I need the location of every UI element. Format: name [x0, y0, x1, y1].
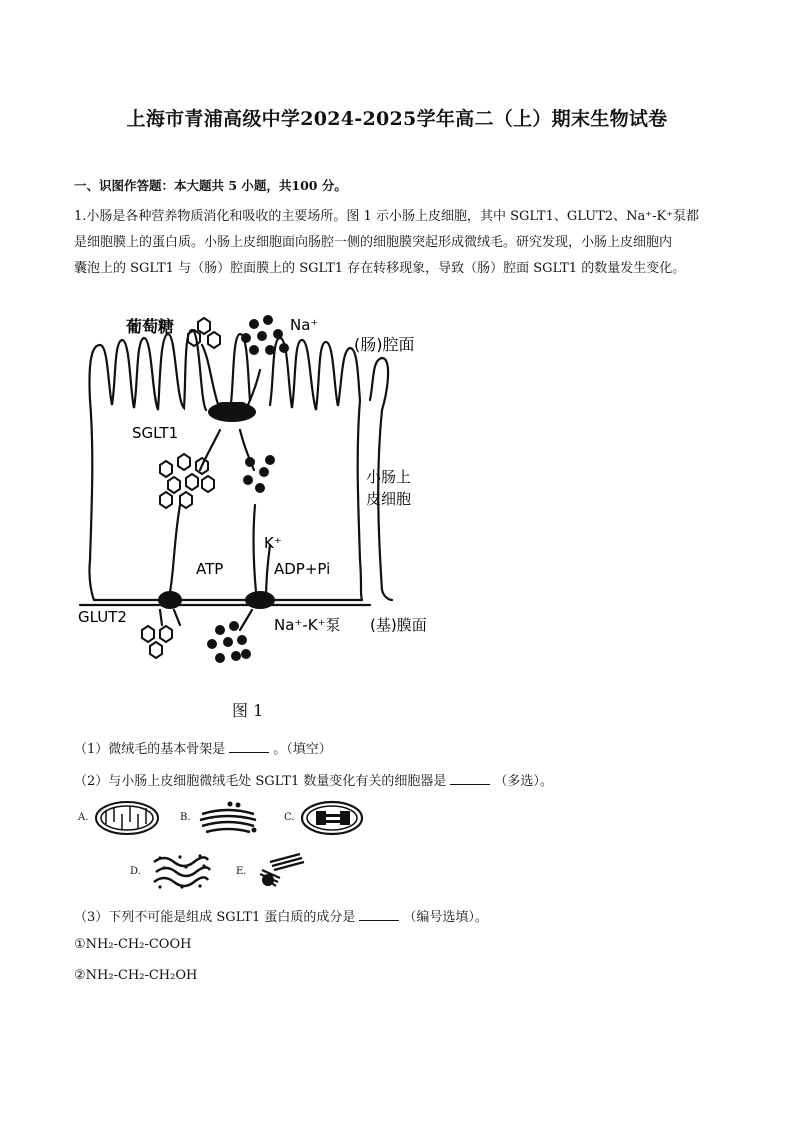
sglt1-protein	[208, 402, 256, 422]
label-sglt1: SGLT1	[132, 424, 179, 442]
choice-item-2: ②NH₂-CH₂-CH₂OH	[74, 968, 198, 983]
label-basal: (基)膜面	[370, 616, 427, 634]
chloroplast-image[interactable]	[300, 800, 364, 836]
label-glucose: 葡萄糖	[126, 317, 175, 336]
mitochondrion-image[interactable]	[94, 800, 160, 836]
choice-item-1: ①NH₂-CH₂-COOH	[74, 937, 192, 952]
q1-blank[interactable]	[229, 740, 269, 753]
label-glut2: GLUT2	[78, 608, 127, 626]
q3-blank[interactable]	[359, 908, 399, 921]
glucose-molecules-top	[188, 318, 220, 348]
option-b-label: B.	[180, 812, 191, 823]
glucose-molecules-cell	[160, 454, 214, 508]
label-cell-2: 皮细胞	[366, 490, 412, 508]
label-na: Na⁺	[290, 316, 319, 334]
endoplasmic-reticulum-image[interactable]	[150, 852, 212, 890]
glucose-molecules-basal	[142, 626, 172, 658]
label-k: K⁺	[264, 534, 282, 552]
stem-line-3: 囊泡上的 SGLT1 与（肠）腔面膜上的 SGLT1 存在转移现象，导致（肠）腔面 SGLT1 的数量发生变化。	[74, 261, 686, 276]
q2-suffix: （多选）。	[494, 774, 553, 789]
question-1-stem	[74, 204, 722, 282]
q1-suffix: 。（填空）	[273, 742, 332, 757]
option-e-label: E.	[236, 866, 247, 877]
label-adp: ADP+Pi	[274, 560, 331, 578]
golgi-apparatus-image[interactable]	[196, 800, 260, 836]
left-membrane	[89, 400, 94, 600]
label-cell-1: 小肠上	[366, 468, 412, 486]
q3-suffix: （编号选填）。	[403, 910, 488, 925]
page-title: 上海市青浦高级中学2024-2025学年高二（上）期末生物试卷	[126, 108, 668, 130]
option-a-label: A.	[78, 812, 89, 823]
q2-blank[interactable]	[450, 772, 490, 785]
question-1-part-3	[74, 906, 488, 925]
stem-line-1: 1.小肠是各种营养物质消化和吸收的主要场所。图 1 示小肠上皮细胞，其中 SGLT1、GLUT2、Na⁺-K⁺泵都	[74, 209, 700, 224]
q1-text: （1）微绒毛的基本骨架是	[74, 742, 226, 757]
question-1-part-1	[74, 738, 332, 757]
figure-caption: 图 1	[232, 701, 264, 720]
stem-line-2: 是细胞膜上的蛋白质。小肠上皮细胞面向肠腔一侧的细胞膜突起形成微绒毛。研究发现，小肠上皮细胞内	[74, 235, 673, 250]
q3-text: （3）下列不可能是组成 SGLT1 蛋白质的成分是	[74, 910, 356, 925]
label-pump: Na⁺-K⁺泵	[274, 616, 341, 634]
question-1-part-2	[74, 770, 553, 789]
q2-text: （2）与小肠上皮细胞微绒毛处 SGLT1 数量变化有关的细胞器是	[74, 774, 447, 789]
label-lumen: (肠)腔面	[354, 335, 415, 354]
label-atp: ATP	[196, 560, 224, 578]
option-d-label: D.	[130, 866, 141, 877]
sodium-ions-top	[241, 315, 289, 355]
figure-1-diagram	[70, 300, 470, 685]
sodium-ions-basal	[207, 621, 251, 663]
centriole-image[interactable]	[256, 852, 308, 890]
right-membrane	[358, 400, 362, 600]
sodium-ions-cell	[243, 455, 275, 493]
section-heading: 一、识图作答题：本大题共 5 小题，共100 分。	[74, 178, 347, 193]
na-k-pump	[245, 591, 275, 609]
option-c-label: C.	[284, 812, 295, 823]
glut2-protein	[158, 591, 182, 609]
